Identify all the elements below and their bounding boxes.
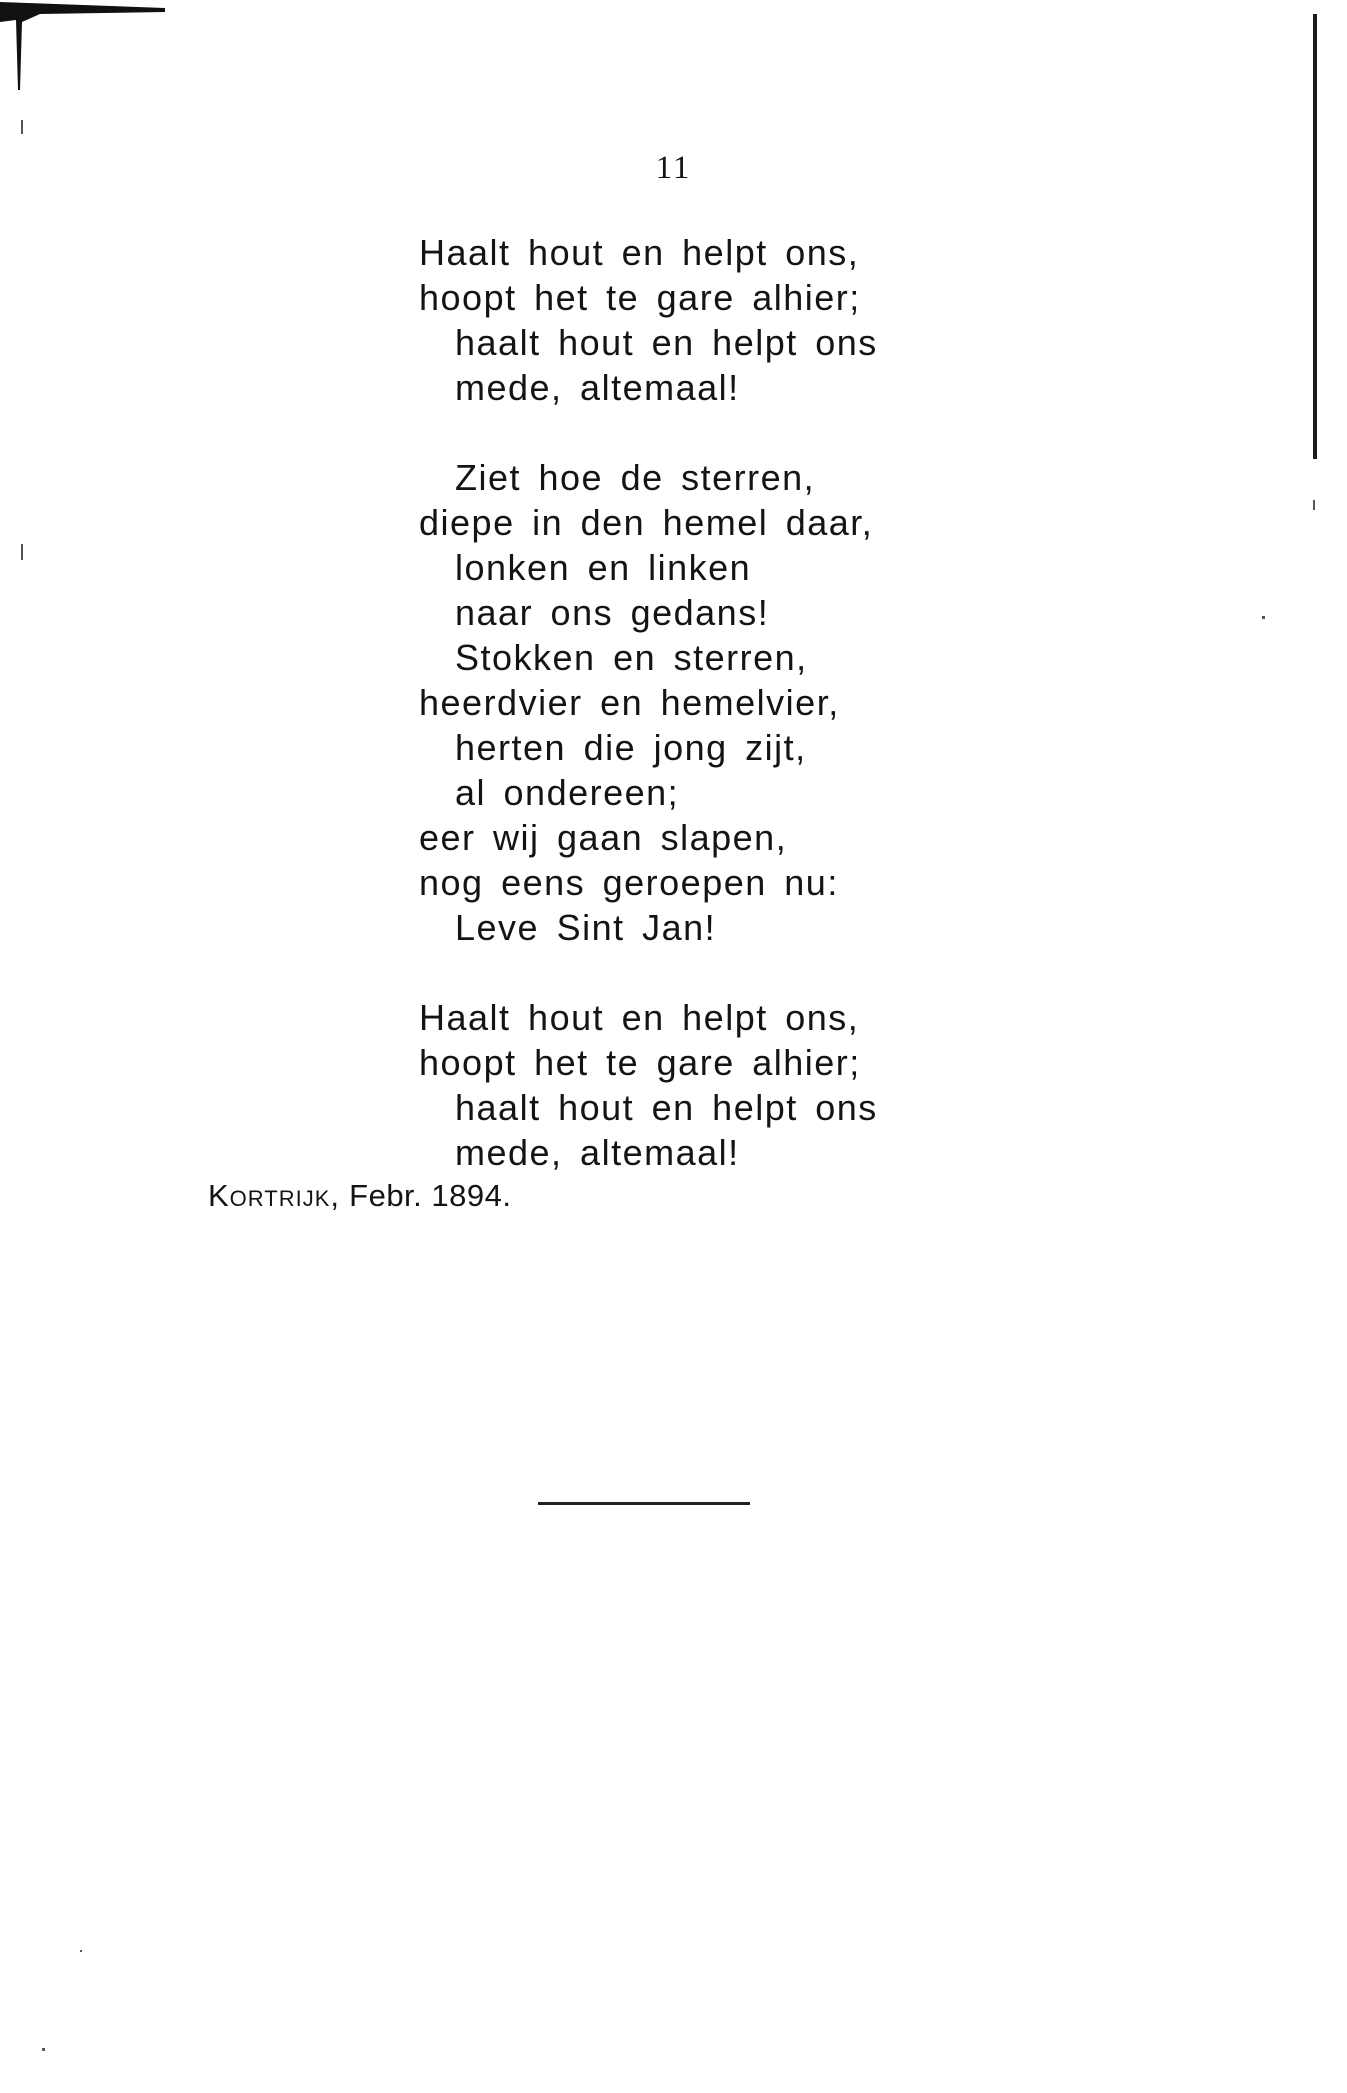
poem-line: Haalt hout en helpt ons, — [419, 232, 860, 273]
poem-line: hoopt het te gare alhier; — [419, 1042, 861, 1083]
scan-speck — [80, 1950, 82, 1952]
scan-corner-mark — [0, 0, 170, 130]
scan-speck — [1313, 500, 1315, 510]
scan-speck — [21, 544, 23, 560]
signature-date: Febr. 1894. — [349, 1178, 512, 1213]
poem-line: diepe in den hemel daar, — [419, 502, 874, 543]
end-rule — [538, 1502, 750, 1505]
poem-line: hoopt het te gare alhier; — [419, 277, 861, 318]
poem-line: herten die jong zijt, — [455, 727, 807, 768]
scan-edge-line — [1313, 14, 1317, 459]
poem-line: mede, altemaal! — [455, 1132, 740, 1173]
stanza-3 — [419, 995, 1119, 1175]
poem-line: nog eens geroepen nu: — [419, 862, 839, 903]
poem-line: naar ons gedans! — [455, 592, 770, 633]
stanza-1 — [419, 230, 1119, 410]
poem — [419, 230, 1119, 1175]
poem-line: haalt hout en helpt ons — [455, 1087, 878, 1128]
scan-speck — [42, 2048, 45, 2051]
scan-speck — [1262, 616, 1265, 619]
page-number: 11 — [655, 150, 692, 186]
poem-line: mede, altemaal! — [455, 367, 740, 408]
poem-line: Stokken en sterren, — [455, 637, 808, 678]
signature-place: Kortrijk, — [208, 1178, 341, 1213]
poem-line: eer wij gaan slapen, — [419, 817, 788, 858]
poem-line: lonken en linken — [455, 547, 752, 588]
poem-line: heerdvier en hemelvier, — [419, 682, 840, 723]
scan-speck — [21, 120, 23, 134]
stanza-2 — [419, 455, 1119, 950]
poem-line: al ondereen; — [455, 772, 680, 813]
poem-line: Ziet hoe de sterren, — [455, 457, 816, 498]
poem-line: haalt hout en helpt ons — [455, 322, 878, 363]
poem-line: Leve Sint Jan! — [455, 907, 717, 948]
signature — [208, 1178, 511, 1214]
poem-line: Haalt hout en helpt ons, — [419, 997, 860, 1038]
